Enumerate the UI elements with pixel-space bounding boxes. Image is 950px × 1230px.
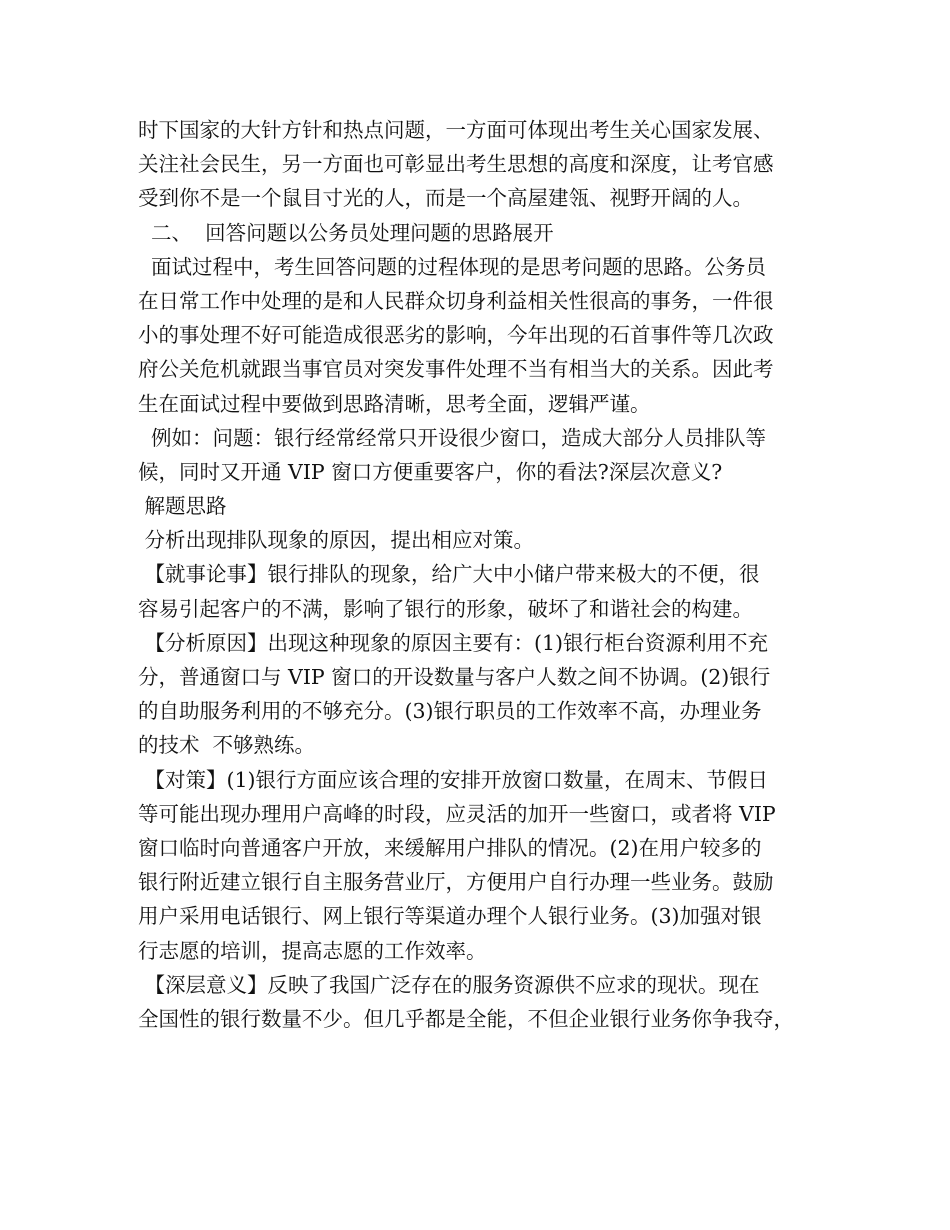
text-line: 在日常工作中处理的是和人民群众切身利益相关性很高的事务，一件很	[138, 288, 774, 313]
text-line: 用户采用电话银行、网上银行等渠道办理个人银行业务。(3)加强对银	[138, 904, 762, 929]
text-line: 面试过程中，考生回答问题的过程体现的是思考问题的思路。公务员	[138, 254, 767, 279]
text-line: 容易引起客户的不满，影响了银行的形象，破坏了和谐社会的构建。	[138, 596, 753, 621]
subheading: 解题思路	[138, 494, 227, 519]
text-line: 窗口临时向普通客户开放，来缓解用户排队的情况。(2)在用户较多的	[138, 835, 762, 860]
body-text	[138, 113, 818, 1036]
section-heading: 二、 回答问题以公务员处理问题的思路展开	[138, 220, 554, 245]
text-line: 的技术 不够熟练。	[138, 733, 316, 758]
text-line: 【就事论事】银行排队的现象，给广大中小储户带来极大的不便，很	[138, 562, 760, 587]
text-line: 时下国家的大针方针和热点问题，一方面可体现出考生关心国家发展、	[138, 118, 774, 142]
text-line: 例如：问题：银行经常经常只开设很少窗口，造成大部分人员排队等	[138, 425, 767, 450]
text-line: 生在面试过程中要做到思路清晰，思考全面，逻辑严谨。	[138, 391, 651, 416]
text-line: 行志愿的培训，提高志愿的工作效率。	[138, 938, 487, 963]
text-line: 【深层意义】反映了我国广泛存在的服务资源供不应求的现状。现在	[138, 972, 760, 997]
text-line: 关注社会民生，另一方面也可彰显出考生思想的高度和深度，让考官感	[138, 152, 774, 177]
text-line: 分析出现排队现象的原因，提出相应对策。	[138, 528, 535, 553]
text-line: 候，同时又开通 VIP 窗口方便重要客户，你的看法?深层次意义?	[138, 459, 723, 484]
text-line: 银行附近建立银行自主服务营业厅，方便用户自行办理一些业务。鼓励	[138, 870, 774, 895]
text-line: 小的事处理不好可能造成很恶劣的影响，今年出现的石首事件等几次政	[138, 323, 774, 348]
text-line: 【分析原因】出现这种现象的原因主要有：(1)银行柜台资源利用不充	[138, 630, 769, 655]
text-line: 的自助服务利用的不够充分。(3)银行职员的工作效率不高，办理业务	[138, 699, 762, 724]
text-line: 分，普通窗口与 VIP 窗口的开设数量与客户人数之间不协调。(2)银行	[138, 665, 771, 689]
text-line: 全国性的银行数量不少。但几乎都是全能，不但企业银行业务你争我夺，	[138, 1006, 794, 1031]
text-line: 受到你不是一个鼠目寸光的人，而是一个高屋建瓴、视野开阔的人。	[138, 186, 753, 211]
text-line: 府公关危机就跟当事官员对突发事件处理不当有相当大的关系。因此考	[138, 357, 774, 382]
text-line: 【对策】(1)银行方面应该合理的安排开放窗口数量，在周末、节假日	[138, 767, 769, 792]
text-line: 等可能出现办理用户高峰的时段，应灵活的加开一些窗口，或者将 VIP	[138, 801, 776, 826]
